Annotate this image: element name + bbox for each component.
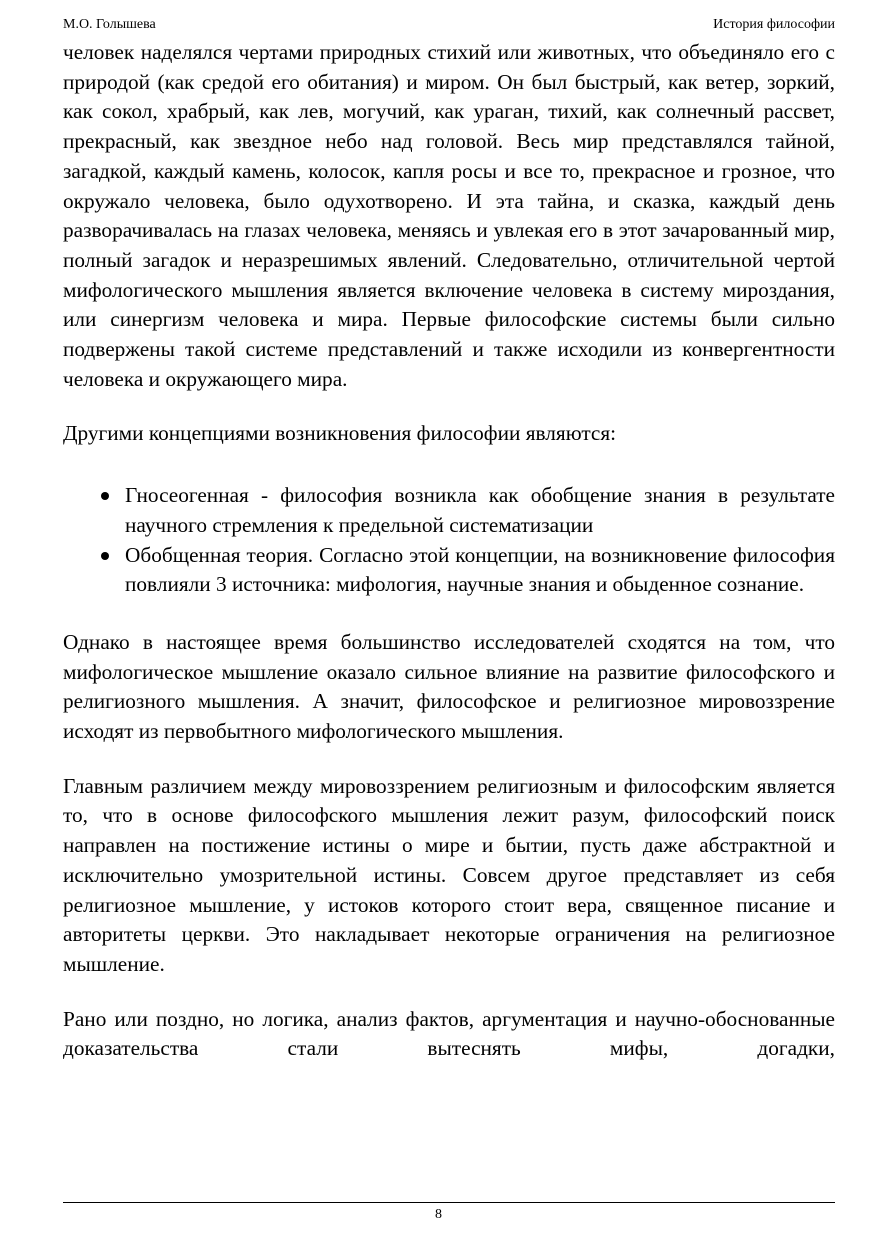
paragraph-logic: Рано или поздно, но логика, анализ фактов, аргументация и научно-обоснованные доказательства стали вытеснять мифы, догадки, xyxy=(63,1006,835,1061)
page-number: 8 xyxy=(435,1207,442,1222)
header-book-title: История философии xyxy=(713,17,835,32)
paragraph-mythology: человек наделялся чертами природных стихий или животных, что объединяло его с природой (как средой его обитания) и миром. Он был быстрый, как ветер, зоркий, как сокол, храбрый, как лев, могучий, как ураган, тихий, как солнечный рассвет, прекрасный, как звездное небо над головой. Весь мир представлялся тайной, загадкой, каждый камень, колосок, капля росы и все то, прекрасное и грозное, что окружало человека, было одухотворено. И эта тайна, и сказка, каждый день разворачивалась на глазах человека, меняясь и увлекая его в этот зачарованный мир, полный загадок и неразрешимых явлений. Следовательно, отличительной чертой мифологического мышления является включение человека в систему мироздания, или синергизм человека и мира. Первые философские системы были сильно подвержены такой системе представлений и также исходили из конвергентности человека и окружающего мира. xyxy=(63,40,835,391)
footer-divider xyxy=(63,1202,835,1203)
list-item: Обобщенная теория. Согласно этой концепции, на возникновение философия повлияли 3 источника: мифология, научные знания и обыденное сознание. xyxy=(125,541,835,600)
paragraph-concepts-intro: Другими концепциями возникновения философии являются: xyxy=(63,421,617,446)
paragraph-researchers: Однако в настоящее время большинство исследователей сходятся на том, что мифологическое мышление оказало сильное влияние на развитие философского и религиозного мышления. А значит, философское и религиозное мировоззрение исходят из первобытного мифологического мышления. xyxy=(63,629,835,744)
running-header xyxy=(63,16,835,34)
concepts-list xyxy=(63,481,835,600)
paragraph-religion-vs-philosophy: Главным различием между мировоззрением религиозным и философским является то, что в основе философского мышления лежит разум, философский поиск направлен на постижение истины о мире и бытии, пусть даже абстрактной и исключительно умозрительной истины. Совсем другое представляет из себя религиозное мышление, у истоков которого стоит вера, священное писание и авторитеты церкви. Это накладывает некоторые ограничения на религиозное мышление. xyxy=(63,773,835,976)
header-author: М.О. Голышева xyxy=(63,17,156,32)
page-body xyxy=(63,38,835,1064)
list-item: Гносеогенная - философия возникла как обобщение знания в результате научного стремления к предельной систематизации xyxy=(125,481,835,540)
